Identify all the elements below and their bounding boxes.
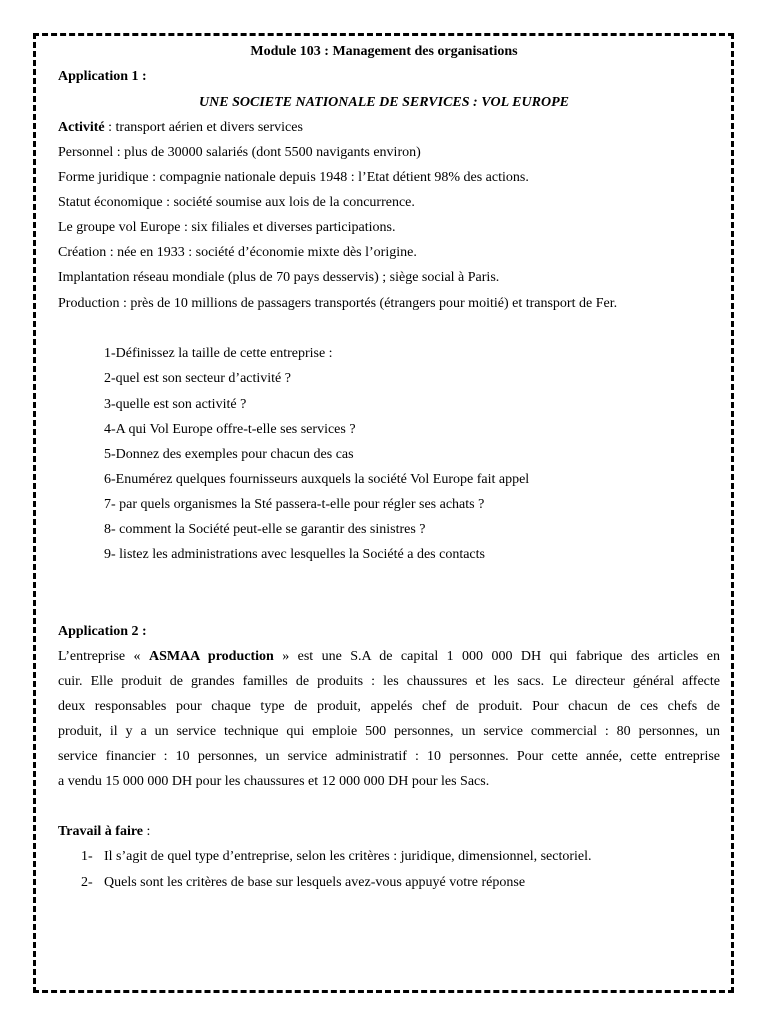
app2-paragraph-line: service financier : 10 personnes, un service administratif : 10 personnes. Pour cette année, cette entreprise — [58, 749, 720, 764]
question-item: 3-quelle est son activité ? — [104, 397, 247, 412]
app2-paragraph-line: produit, il y a un service technique qui emploie 500 personnes, un service commercial : 80 personnes, un — [58, 724, 720, 739]
app2-paragraph-line: cuir. Elle produit de grandes familles de produits : les chaussures et les sacs. Le directeur général affecte — [58, 674, 720, 689]
module-title: Module 103 : Management des organisations — [250, 44, 518, 59]
app2-paragraph-line: deux responsables pour chaque type de produit, appelés chef de produit. Pour chacun de ces chefs de — [58, 699, 720, 714]
task-number: 2- — [81, 875, 93, 890]
question-item: 2-quel est son secteur d’activité ? — [104, 371, 291, 386]
question-item: 7- par quels organismes la Sté passera-t-elle pour régler ses achats ? — [104, 497, 485, 512]
travail-label: Travail à faire — [58, 824, 144, 839]
app2-paragraph-line — [58, 649, 720, 665]
task-number: 1- — [81, 849, 93, 864]
question-item: 6-Enumérez quelques fournisseurs auxquels la société Vol Europe fait appel — [104, 472, 530, 487]
app1-heading: Application 1 : — [58, 69, 147, 84]
info-line: Statut économique : société soumise aux lois de la concurrence. — [58, 195, 415, 210]
question-item: 1-Définissez la taille de cette entreprise : — [104, 346, 333, 361]
company-name: ASMAA production — [148, 649, 274, 664]
info-line: Production : près de 10 millions de passagers transportés (étrangers pour moitié) et transport de Fer. — [58, 296, 618, 311]
travail-heading — [58, 824, 150, 840]
activite-label: Activité — [58, 120, 105, 135]
para-post: » est une S.A de capital 1 000 000 DH qui fabrique des articles en — [273, 649, 720, 664]
para-pre: L’entreprise « — [58, 649, 149, 664]
info-line: Le groupe vol Europe : six filiales et diverses participations. — [58, 220, 396, 235]
app1-subtitle: UNE SOCIETE NATIONALE DE SERVICES : VOL EUROPE — [199, 95, 569, 110]
question-item: 8- comment la Société peut-elle se garantir des sinistres ? — [104, 522, 426, 537]
app2-heading: Application 2 : — [58, 624, 147, 639]
question-item: 4-A qui Vol Europe offre-t-elle ses services ? — [104, 422, 356, 437]
task-text: Quels sont les critères de base sur lesquels avez-vous appuyé votre réponse — [104, 875, 526, 890]
app2-paragraph-line: a vendu 15 000 000 DH pour les chaussures et 12 000 000 DH pour les Sacs. — [58, 774, 490, 789]
task-text: Il s’agit de quel type d’entreprise, selon les critères : juridique, dimensionnel, sectoriel. — [104, 849, 592, 864]
info-line: Implantation réseau mondiale (plus de 70 pays desservis) ; siège social à Paris. — [58, 270, 500, 285]
activite-text: : transport aérien et divers services — [104, 120, 303, 135]
info-line: Création : née en 1933 : société d’économie mixte dès l’origine. — [58, 245, 417, 260]
question-item: 9- listez les administrations avec lesquelles la Société a des contacts — [104, 547, 485, 562]
activite-line — [58, 120, 303, 136]
info-line: Forme juridique : compagnie nationale depuis 1948 : l’Etat détient 98% des actions. — [58, 170, 529, 185]
info-line: Personnel : plus de 30000 salariés (dont 5500 navigants environ) — [58, 145, 421, 160]
travail-colon: : — [143, 824, 151, 839]
question-item: 5-Donnez des exemples pour chacun des cas — [104, 447, 354, 462]
